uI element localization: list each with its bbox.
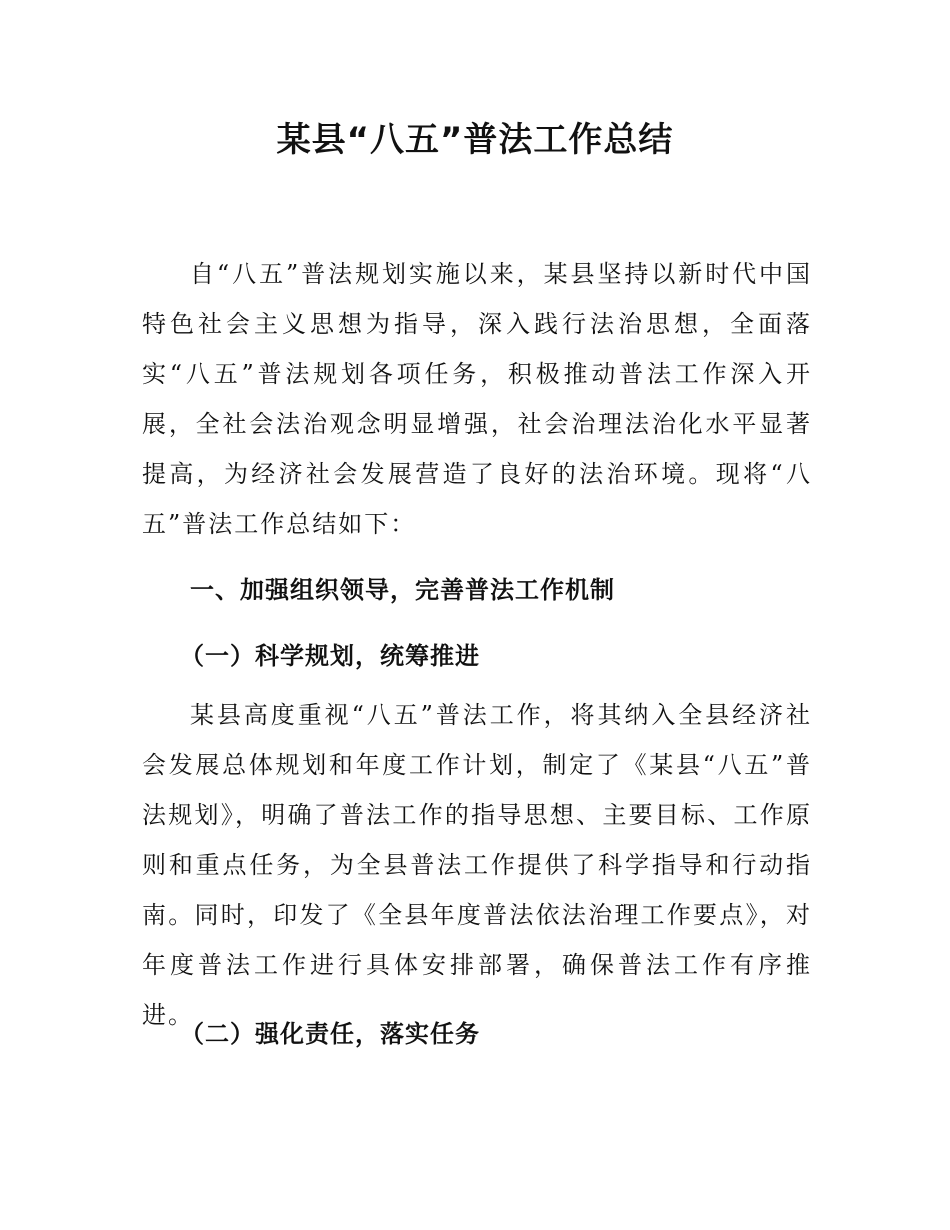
section-heading-1: 一、加强组织领导，完善普法工作机制 bbox=[190, 576, 615, 604]
subsection-1-paragraph: 某县高度重视“八五”普法工作，将其纳入全县经济社会发展总体规划和年度工作计划，制定了《某县“八五”普法规划》，明确了普法工作的指导思想、主要目标、工作原则和重点任务，为全县普法工作提供了科学指导和行动指南。同时，印发了《全县年度普法依法治理工作要点》，对年度普法工作进行具体安排部署，确保普法工作有序推进。 bbox=[142, 701, 812, 1029]
subsection-heading-1: （一）科学规划，统筹推进 bbox=[180, 642, 480, 670]
intro-paragraph: 自“八五”普法规划实施以来，某县坚持以新时代中国特色社会主义思想为指导，深入践行法治思想，全面落实“八五”普法规划各项任务，积极推动普法工作深入开展，全社会法治观念明显增强，社会治理法治化水平显著提高，为经济社会发展营造了良好的法治环境。现将“八五”普法工作总结如下： bbox=[142, 260, 812, 538]
subsection-heading-2: （二）强化责任，落实任务 bbox=[180, 1020, 480, 1048]
document-title: 某县“八五”普法工作总结 bbox=[276, 120, 674, 160]
